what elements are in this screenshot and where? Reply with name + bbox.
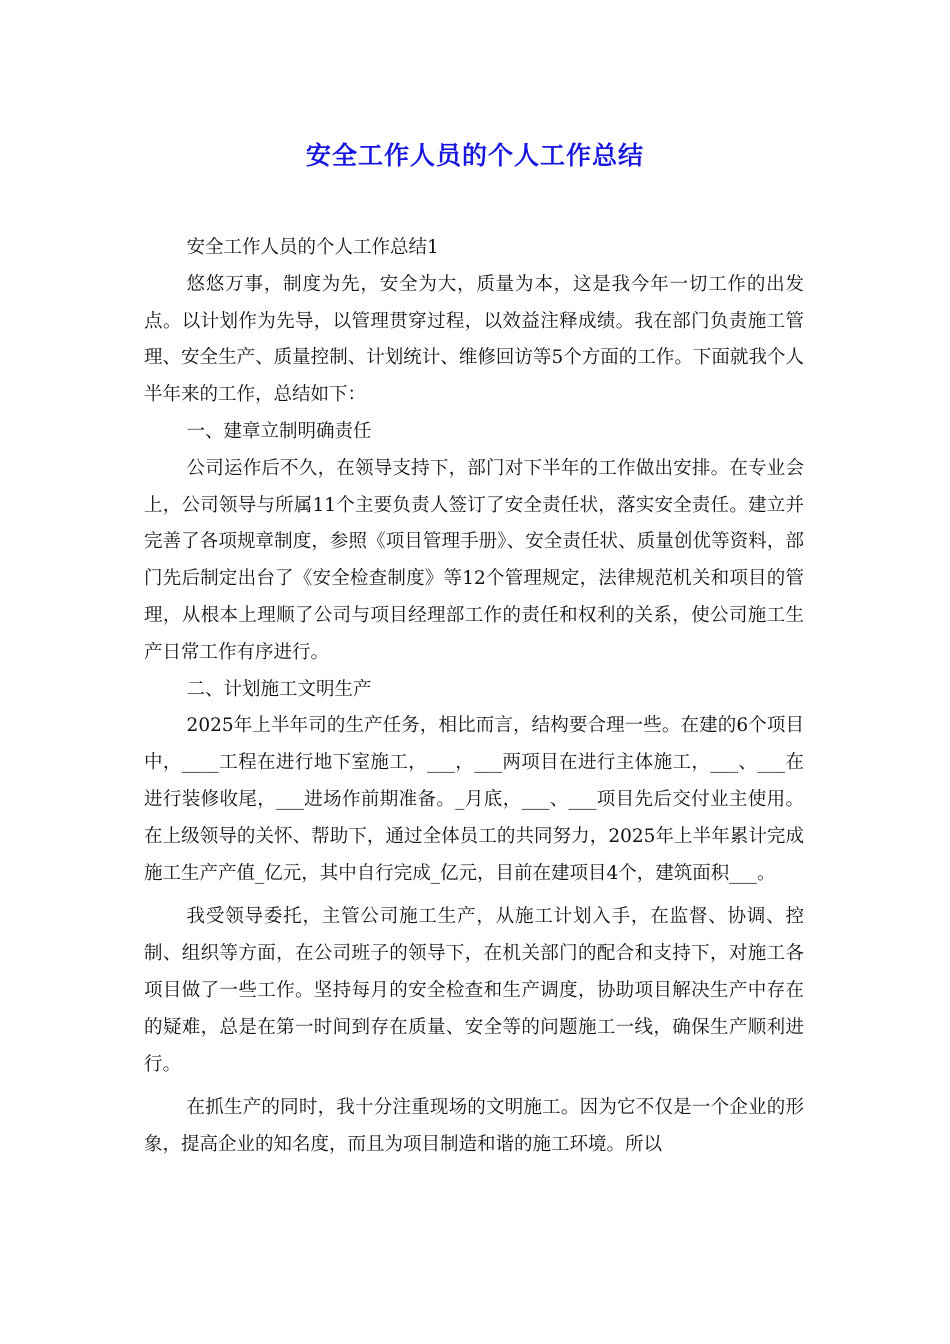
body-paragraph: 我受领导委托，主管公司施工生产，从施工计划入手，在监督、协调、控制、组织等方面，在公司班子的领导下，在机关部门的配合和支持下，对施工各项目做了一些工作。坚持每月的安全检查和生产调度，协助项目解决生产中存在的疑难，总是在第一时间到存在质量、安全等的问题施工一线，确保生产顺利进行。 bbox=[144, 906, 804, 1075]
body-paragraph: 公司运作后不久，在领导支持下，部门对下半年的工作做出安排。在专业会上，公司领导与所属11个主要负责人签订了安全责任状，落实安全责任。建立并完善了各项规章制度，参照《项目管理手册》、安全责任状、质量创优等资料，部门先后制定出台了《安全检查制度》等12个管理规定，法律规范机关和项目的管理，从根本上理顺了公司与项目经理部工作的责任和权利的关系，使公司施工生产日常工作有序进行。 bbox=[144, 457, 804, 663]
section-heading: 二、计划施工文明生产 bbox=[186, 678, 372, 700]
body-paragraph: 在抓生产的同时，我十分注重现场的文明施工。因为它不仅是一个企业的形象，提高企业的知名度，而且为项目制造和谐的施工环境。所以 bbox=[144, 1097, 804, 1156]
section-heading: 安全工作人员的个人工作总结1 bbox=[186, 237, 439, 258]
document-title: 安全工作人员的个人工作总结 bbox=[305, 141, 644, 170]
body-paragraph: 2025年上半年司的生产任务，相比而言，结构要合理一些。在建的6个项目中，____工程在进行地下室施工，___，___两项目在进行主体施工，___、___在进行装修收尾，___进场作前期准备。_月底，___、___项目先后交付业主使用。在上级领导的关怀、帮助下，通过全体员工的共同努力，2025年上半年累计完成施工生产产值_亿元，其中自行完成_亿元，目前在建项目4个，建筑面积___。 bbox=[144, 715, 804, 884]
document-body bbox=[144, 230, 804, 1164]
body-paragraph: 悠悠万事，制度为先，安全为大，质量为本，这是我今年一切工作的出发点。以计划作为先导，以管理贯穿过程，以效益注释成绩。我在部门负责施工管理、安全生产、质量控制、计划统计、维修回访等5个方面的工作。下面就我个人半年来的工作，总结如下： bbox=[144, 273, 804, 406]
section-heading: 一、建章立制明确责任 bbox=[186, 420, 372, 442]
